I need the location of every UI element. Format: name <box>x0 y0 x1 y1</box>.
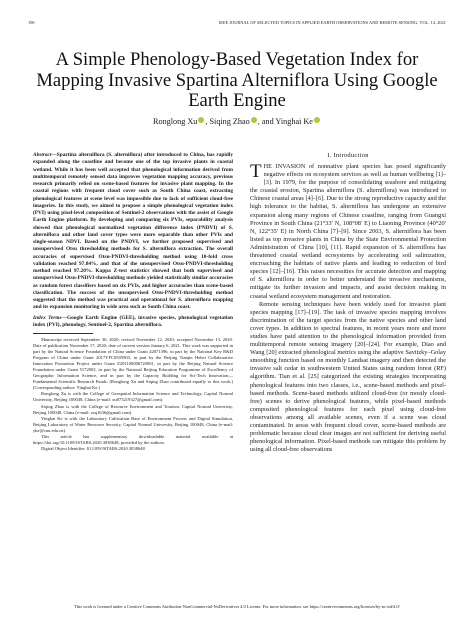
drop-cap: T <box>250 161 262 182</box>
right-column <box>250 152 446 454</box>
paper-title: A Simple Phenology-Based Vegetation Index for Mapping Invasive Spartina Alterniflora Using Google Earth Engine <box>36 49 438 111</box>
orcid-icon[interactable] <box>251 117 257 123</box>
intro-paragraph-1-text: HE INVASION of nonnative plant species has posed significantly negative effects on ecosystem services as well as human wellbeing [1]–[3]. In 1979, for the purpose of consolidating seashore and mitigating the coastal erosion, Spartina alterniflora (S. alterniflora) was introduced to Chinese coastal areas [4]–[6]. Due to the strong reproductive capacity and the high tolerance to the habitat, S. alterniflora has undergone an extensive expansion along many regions of Chinese coastline, ranging from Guangxi Province in South China (21°33′ N, 108°08′ E) to Liaoning Province (40°20′ N, 122°35′ E) in North China [7]–[9]. Since 2003, S. alterniflora has been listed as top invasive plants in China by the State Environmental Protection Administration of China [10], [11]. Rapid expansion of S. alterniflora has threatened coastal wetland ecosystems by accelerating soil salinization, encroaching the habitats of native plants and leading to reduction of bird species [12]–[16]. This raises necessities for accurate detection and mapping of S. alterniflora in order to better understand the invasive mechanisms, mitigate its further invasion and impacts, and assist decision making in coastal wetland ecosystem management and restoration. <box>250 163 446 300</box>
index-terms-text: —Google Earth Engine (GEE), invasive species, phenological vegetation index (PVI), phenology, Sentinel-2, Spartina alterniflora. <box>33 314 233 328</box>
section-heading: I. Introduction <box>327 152 369 159</box>
abstract-text: —Spartina alterniflora (S. alterniflora) after introduced to China, has rapidly expanded along the coastline and become one of the top invasive plants in coastal wetland. While it has been well accepted that phenological information derived from multitemporal remotely sensed data improves vegetation mapping accuracy, previous research primarily relied on scene-based features for invasive plant mapping. In the coastal regions with frequent cloud cover such as South China coast, extracting phenological features at scene level was impossible due to lack of sufficient cloud-free imageries. In this study, we aimed to propose a simple phenological vegetation index (PVI) using pixel-level composition of Sentinel-2 observations with the assist of Google Earth Engine platform. By developing and comparing six PVIs, separability analysis showed that phenological normalized vegetation difference index (PNDVI) of S. alterniflora and other land cover types were more separable than other PVIs and single-season NDVI. Based on the PNDVI, we further proposed supervised and unsupervised Otsu thresholding methods for S. alterniflora extraction. The overall accuracies of supervised Otsu-PNDVI-thresholding method using 10-fold cross validation reached 97.84%, and that of the unsupervised Otsu-PNDVI-thresholding method reached 97.20%. Kappa Z-test statistics showed that both supervised and unsupervised Otsu-PNDVI-thresholding methods yielded statistically similar accuracies as random forest classifiers based on six PVIs, and higher accuracies than scene-based classification. The success of the unsupervised Otsu-PNDVI-thresholding method suggested that the method was practical and operational for S. alterniflora mapping and its expansion monitoring in wide area such as South China coast. <box>33 152 233 311</box>
intro-paragraph-1 <box>250 163 446 301</box>
author-3: Yinghai Ke <box>275 117 313 126</box>
author-line: Ronglong Xu , Siqing Zhao , and Yinghai Ke <box>30 117 444 126</box>
intro-body <box>250 163 446 454</box>
footnote: Manuscript received September 30, 2020; revised November 12, 2020; accepted November 13, 2020. Date of publication November 17, 2020; date of current version January 6, 2021. This work was supported in part by the Natural Science Foundation of China under Grant 42071396, in part by the National Key R&D Program of China under Grant 2017YFC0505903, in part by the Beijing Tianjin Hebei Collaborative Innovation Promotion Project under Grant Z201100006720001, in part by the Beijing Natural Science Foundation under Grant 5172002, in part by the National Beijing Education Programme of Excellency of Geographic Information Science, and in part by the Capacity Building for Sci-Tech Innovation—Fundamental Scientific Research Funds. (Ronglong Xu and Siqing Zhao contributed equally to this work.) (Corresponding author: Yinghai Ke.) <box>33 337 233 391</box>
journal-name: IEEE JOURNAL OF SELECTED TOPICS IN APPLIED EARTH OBSERVATIONS AND REMOTE SENSING, VOL. 14, 2021 <box>218 20 446 25</box>
author-1: Ronglong Xu <box>153 117 198 126</box>
footnotes <box>33 337 233 452</box>
footnote: Yinghai Ke is with the Laboratory Cultivation Base of Environment Process and Digital Simulation, Beijing Laboratory of Water Resource Security, Capital Normal University, Beijing 100048, China (e-mail: yke@cnu.edu.cn). <box>33 415 233 433</box>
author-2: Siqing Zhao <box>209 117 250 126</box>
license-notice[interactable]: This work is licensed under a Creative Commons Attribution-NonCommercial-NoDerivatives 4.0 License. For more information, see https://creativecommons.org/licenses/by-nc-nd/4.0/ <box>74 604 400 609</box>
abstract <box>33 152 233 312</box>
footnote: Siqing Zhao is with the College of Resource Environment and Tourism, Capital Normal University, Beijing 100048, China (e-mail: zsq1636@gmail.com). <box>33 403 233 415</box>
footnote: Digital Object Identifier 10.1109/JSTARS.2020.3038648 <box>41 445 145 451</box>
orcid-icon[interactable] <box>314 117 320 123</box>
abstract-label: Abstract <box>33 152 52 158</box>
page-number: 190 <box>28 20 35 25</box>
footnote-divider <box>33 333 93 334</box>
footnote: Ronglong Xu is with the College of Geospatial Information Science and Technology, Capital Normal University, Beijing 100048, China (e-mail: xu875219327@gmail.com). <box>33 391 233 403</box>
footnote[interactable]: This article has supplementary downloadable material available at https://doi.org/10.1109/JSTARS.2020.3038648, provided by the authors. <box>33 433 233 445</box>
index-terms <box>33 315 233 330</box>
running-header <box>28 20 446 25</box>
intro-paragraph-2: Remote sensing techniques have been widely used for invasive plant species mapping [17]–[19]. The task of invasive species mapping involves discrimination of the target species from the native species and other land cover types. In addition to spectral features, in recent years more and more studies have paid attention to the phenological information provided from multitemporal remote sensing imagery [20]–[24]. For example, Diao and Wang [20] extracted phenological metrics using the adaptive Savitzky–Golay smoothing function based on monthly Landsat imagery and then detected the invasive salt cedar in southwestern United States using random forest (RF) algorithm. Tian et al. [25] categorized the existing strategies incorporating phenological features into two classes, i.e., scene-based methods and pixel-based methods. Scene-based methods utilized cloud-free (or mostly cloud-free) scenes to derive phenological features, while pixel-based methods composited phenological features for each pixel using cloud-free observations among all available scenes, even if a scene was cloud contaminated. In areas with frequent cloud cover, scene-based methods are problematic because cloud clear images are not sufficient for deriving useful phenological information. Pixel-based methods can mitigate this problem by using all cloud-free observations <box>250 300 446 454</box>
orcid-icon[interactable] <box>198 117 204 123</box>
index-terms-label: Index Terms <box>33 314 62 321</box>
left-column <box>33 152 233 452</box>
